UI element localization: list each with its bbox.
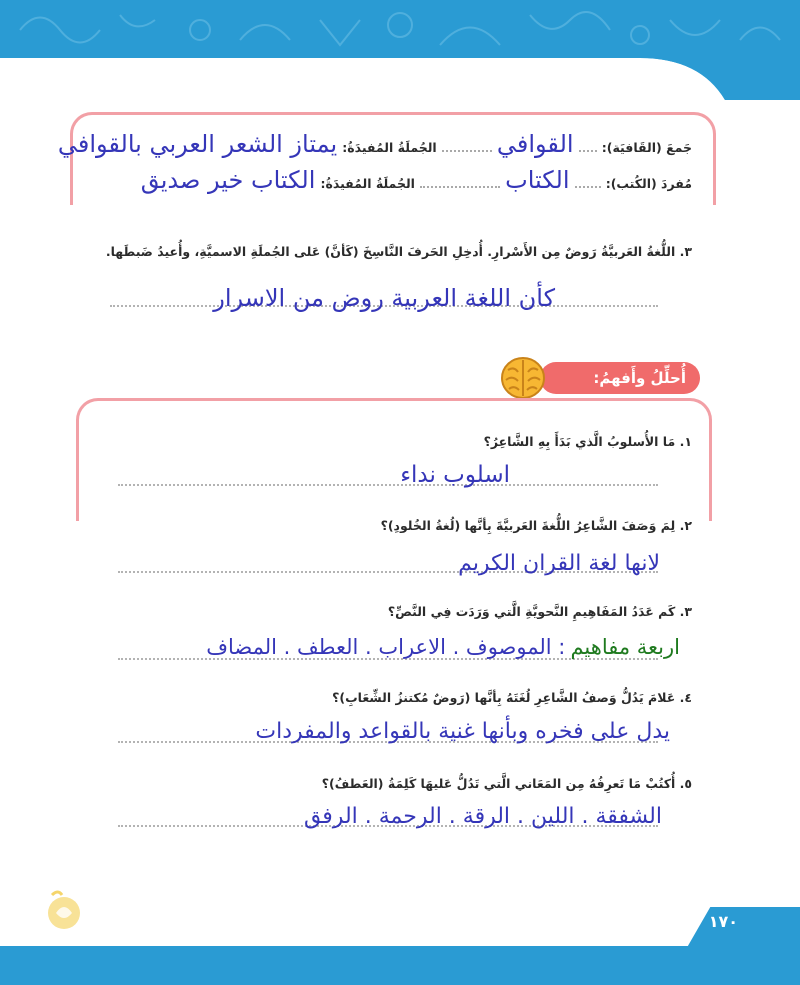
vocab-plural-row [12,130,692,158]
question-5: ٥. أُكتُبْ مَا تَعرِفُهُ مِن المَعَاني الَّتي تَدُلُّ عَليهَا كَلِمَةُ (العَطفُ)؟ [321,776,692,791]
brain-icon [500,356,546,400]
singular-label: مُفردَ (الكُتب): [605,176,692,191]
singular-sentence-label: الجُملَةُ المُفيدَةُ: [320,176,415,191]
header-pattern [0,0,800,100]
question-3: ٣. كَم عَدَدُ المَفَاهِيمِ النَّحويَّةِ الَّتي وَرَدَت فِي النَّصِّ؟ [387,604,692,619]
question-5-text: أُكتُبْ مَا تَعرِفُهُ مِن المَعَاني الَّتي تَدُلُّ عَليهَا كَلِمَةُ (العَطفُ)؟ [321,776,676,791]
question-4: ٤. عَلامَ يَدُلُّ وَصفُ الشَّاعِرِ لُغَتَهُ بِأنَّها (رَوضٌ مُكتنزُ الشِّعَابِ)؟ [332,690,692,705]
page-number-tab [685,907,800,951]
page-number: ١٧٠ [708,912,738,931]
question-1: ١. مَا الأُسلوبُ الَّذي بَدَأَ بِهِ الشَّاعِرُ؟ [483,434,692,449]
plural-sentence-label: الجُملَةُ المُفيدَةُ: [342,140,437,155]
exercise3-prompt: اللُّغةُ العَربيَّةُ رَوضٌ مِن الأَسْرارِ. أُدخِلِ الحَرفَ النَّاسِخَ (كَأنَّ) عَلى الجُملَةِ الاسميَّةِ، وأُعيدُ ضَبطَها. [105,244,676,259]
question-3-answer-rest: : الموصوف . الاعراب . العطف . المضاف [206,635,566,659]
question-3-answer [206,635,680,659]
plural-answer: القوافي [496,130,574,158]
singular-sentence-answer: الكتاب خير صديق [140,166,316,194]
question-1-answer-line [118,484,658,486]
question-2-text: لِمَ وَصَفَ الشَّاعِرُ اللُّغةَ العَربيَّةَ بِأنَّها (لُغةُ الخُلودِ)؟ [380,518,676,533]
question-1-answer: اسلوب نداء [400,462,510,488]
question-1-text: مَا الأُسلوبُ الَّذي بَدَأَ بِهِ الشَّاعِرُ؟ [483,434,676,449]
question-2: ٢. لِمَ وَصَفَ الشَّاعِرُ اللُّغةَ العَربيَّةَ بِأنَّها (لُغةُ الخُلودِ)؟ [380,518,692,533]
exercise3-prompt-row [92,244,692,259]
exercise3-answer: كأن اللغة العربية روض من الاسرار [213,284,555,312]
singular-answer: الكتاب [505,166,570,194]
section-title: أُحلِّلُ وأَفهمُ: [593,369,686,387]
publisher-logo-icon [42,885,84,933]
exercise3-number: ٣. [679,244,692,259]
header-banner [0,0,800,100]
question-4-answer: يدل على فخره وبأنها غنية بالقواعد والمفردات [255,719,670,744]
question-3-text: كَم عَدَدُ المَفَاهِيمِ النَّحويَّةِ الَّتي وَرَدَت فِي النَّصِّ؟ [387,604,676,619]
question-2-answer: لانها لغة القران الكريم [458,551,660,576]
plural-label: جَمعَ (القَافيَة): [601,140,692,155]
footer-bar [0,946,800,985]
question-5-answer: الشفقة . اللين . الرقة . الرحمة . الرفق [303,804,662,829]
plural-sentence-answer: يمتاز الشعر العربي بالقوافي [57,130,338,158]
question-3-answer-prefix: اربعة مفاهيم [570,635,680,659]
analysis-frame [76,398,712,521]
question-4-text: عَلامَ يَدُلُّ وَصفُ الشَّاعِرِ لُغَتَهُ بِأنَّها (رَوضٌ مُكتنزُ الشِّعَابِ)؟ [332,690,676,705]
vocab-singular-row [12,166,692,194]
